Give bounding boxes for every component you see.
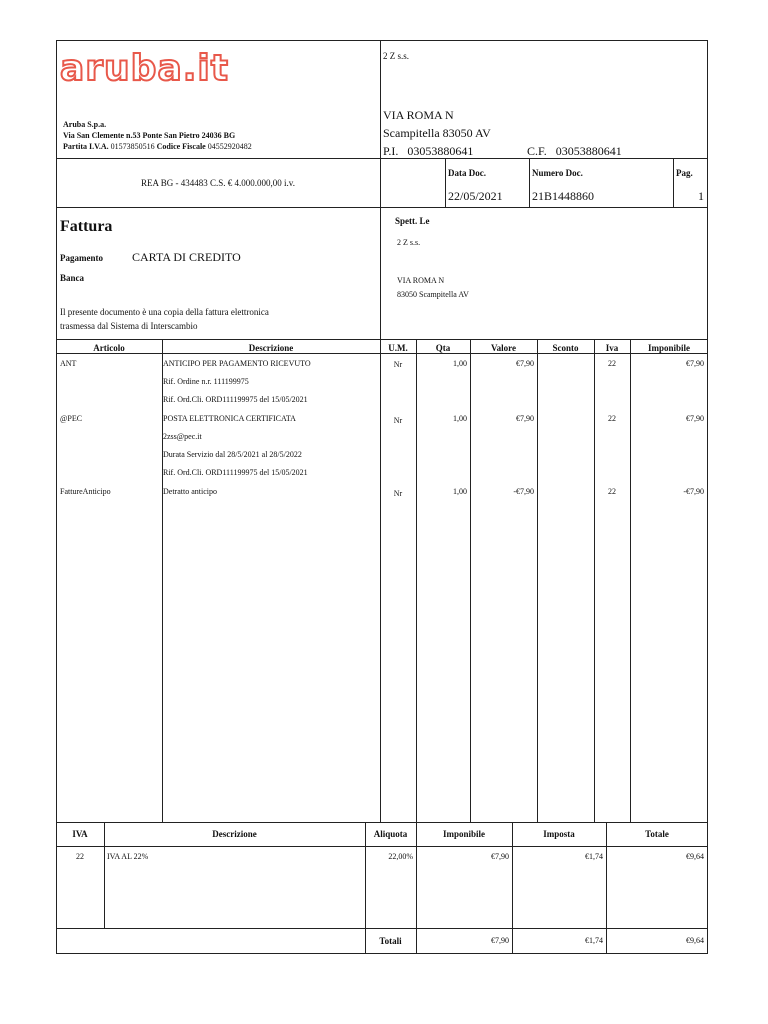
totals-imponibile: €7,90 bbox=[491, 936, 509, 945]
item-iva: 22 bbox=[608, 359, 616, 368]
payment-value: CARTA DI CREDITO bbox=[132, 250, 241, 264]
item-um: Nr bbox=[393, 416, 403, 425]
recipient-label: Spett. Le bbox=[395, 216, 430, 226]
vat-totale: €9,64 bbox=[686, 852, 704, 861]
note-line-2: trasmessa dal Sistema di Interscambio bbox=[60, 321, 198, 331]
issuer-tax-ids: Partita I.V.A. 01573850516 Codice Fiscale 04552920482 bbox=[63, 142, 252, 151]
doc-number: 21B1448860 bbox=[532, 189, 595, 203]
customer-street: VIA ROMA N bbox=[383, 108, 454, 122]
vat-iva: 22 bbox=[76, 852, 84, 861]
customer-cf: C.F. 03053880641 bbox=[527, 144, 622, 158]
issuer-rea: REA BG - 434483 C.S. € 4.000.000,00 i.v. bbox=[141, 178, 295, 188]
item-desc-line: Rif. Ordine n.r. 111199975 bbox=[163, 377, 249, 386]
item-imponibile: €7,90 bbox=[686, 414, 704, 423]
item-desc-line: Rif. Ord.Cli. ORD111199975 del 15/05/2021 bbox=[163, 395, 308, 404]
doc-page-label: Pag. bbox=[676, 168, 693, 178]
vat-col-imponibile: Imponibile bbox=[442, 829, 485, 839]
payment-label: Pagamento bbox=[60, 253, 103, 263]
item-articolo: ANT bbox=[60, 359, 77, 368]
aruba-logo: aruba.it bbox=[60, 48, 229, 89]
vat-imponibile: €7,90 bbox=[491, 852, 509, 861]
vat-aliquota: 22,00% bbox=[388, 852, 413, 861]
item-desc-line: Durata Servizio dal 28/5/2021 al 28/5/2022 bbox=[163, 450, 302, 459]
issuer-name: Aruba S.p.a. bbox=[63, 120, 107, 129]
item-valore: €7,90 bbox=[516, 359, 534, 368]
note-line-1: Il presente documento è una copia della fattura elettronica bbox=[60, 307, 269, 317]
item-articolo: FattureAnticipo bbox=[60, 487, 111, 496]
vat-col-totale: Totale bbox=[645, 829, 669, 839]
item-qta: 1,00 bbox=[453, 414, 467, 423]
item-valore: -€7,90 bbox=[513, 487, 534, 496]
item-desc-line: Detratto anticipo bbox=[163, 487, 217, 496]
invoice-title: Fattura bbox=[60, 218, 113, 235]
vat-table bbox=[56, 823, 708, 954]
col-um: U.M. bbox=[388, 343, 408, 353]
item-um: Nr bbox=[393, 360, 403, 369]
item-imponibile: €7,90 bbox=[686, 359, 704, 368]
items-table bbox=[56, 340, 708, 823]
recipient-name: 2 Z s.s. bbox=[397, 238, 421, 247]
col-qta: Qta bbox=[435, 343, 451, 353]
vat-col-iva: IVA bbox=[72, 829, 88, 839]
col-iva: Iva bbox=[605, 343, 619, 353]
col-descrizione: Descrizione bbox=[248, 343, 294, 353]
vat-descrizione: IVA AL 22% bbox=[107, 852, 149, 861]
item-desc-line: Rif. Ord.Cli. ORD111199975 del 15/05/2021 bbox=[163, 468, 308, 477]
recipient-city: 83050 Scampitella AV bbox=[397, 290, 469, 299]
col-imponibile: Imponibile bbox=[647, 343, 690, 353]
doc-date: 22/05/2021 bbox=[448, 189, 503, 203]
bank-label: Banca bbox=[60, 273, 85, 283]
totals-totale: €9,64 bbox=[686, 936, 704, 945]
item-um: Nr bbox=[393, 489, 403, 498]
item-desc-line: 2zss@pec.it bbox=[163, 432, 202, 441]
col-articolo: Articolo bbox=[93, 343, 125, 353]
item-desc-line: POSTA ELETTRONICA CERTIFICATA bbox=[163, 414, 296, 423]
issuer-address: Via San Clemente n.53 Ponte San Pietro 24036 BG bbox=[63, 131, 236, 140]
vat-imposta: €1,74 bbox=[585, 852, 603, 861]
col-sconto: Sconto bbox=[552, 343, 579, 353]
item-iva: 22 bbox=[608, 487, 616, 496]
doc-page: 1 bbox=[698, 189, 704, 203]
vat-col-aliquota: Aliquota bbox=[373, 829, 408, 839]
vat-col-descrizione: Descrizione bbox=[212, 829, 257, 839]
col-valore: Valore bbox=[490, 343, 516, 353]
item-iva: 22 bbox=[608, 414, 616, 423]
item-qta: 1,00 bbox=[453, 359, 467, 368]
item-imponibile: -€7,90 bbox=[683, 487, 704, 496]
totals-label: Totali bbox=[379, 936, 402, 946]
item-desc-line: ANTICIPO PER PAGAMENTO RICEVUTO bbox=[163, 359, 311, 368]
vat-col-imposta: Imposta bbox=[543, 829, 575, 839]
doc-number-label: Numero Doc. bbox=[532, 168, 583, 178]
customer-name: 2 Z s.s. bbox=[383, 51, 410, 61]
customer-city: Scampitella 83050 AV bbox=[383, 126, 491, 140]
customer-pi: P.I. 03053880641 bbox=[383, 144, 474, 158]
invoice-page bbox=[56, 40, 708, 954]
item-valore: €7,90 bbox=[516, 414, 534, 423]
recipient-street: VIA ROMA N bbox=[397, 276, 445, 285]
totals-imposta: €1,74 bbox=[585, 936, 603, 945]
doc-date-label: Data Doc. bbox=[448, 168, 486, 178]
item-articolo: @PEC bbox=[60, 414, 83, 423]
item-qta: 1,00 bbox=[453, 487, 467, 496]
